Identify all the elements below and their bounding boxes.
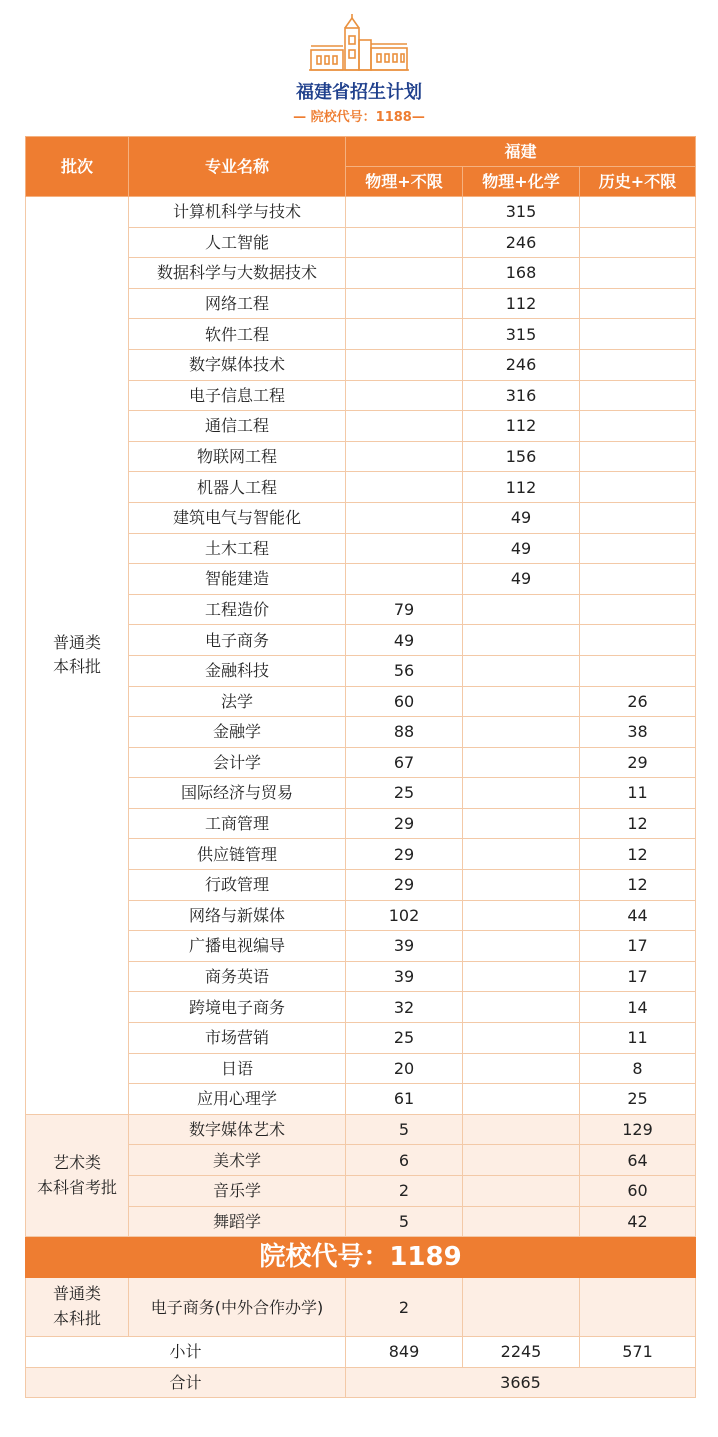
value-history-any bbox=[580, 625, 696, 656]
value-physics-any bbox=[346, 502, 463, 533]
value-history-any: 17 bbox=[580, 931, 696, 962]
value-history-any bbox=[580, 380, 696, 411]
header-batch: 批次 bbox=[26, 137, 129, 197]
institution-code-line: — 院校代号：1188— bbox=[293, 110, 425, 125]
subtotal-label: 小计 bbox=[26, 1337, 346, 1368]
major-name: 美术学 bbox=[129, 1145, 346, 1176]
value-physics-chemistry bbox=[463, 1145, 580, 1176]
value-physics-chemistry bbox=[463, 1053, 580, 1084]
value-physics-chemistry bbox=[463, 839, 580, 870]
value-physics-chemistry: 246 bbox=[463, 349, 580, 380]
header-history-any: 历史+不限 bbox=[580, 167, 696, 197]
value-history-any bbox=[580, 472, 696, 503]
value-physics-chemistry bbox=[463, 655, 580, 686]
value-history-any: 42 bbox=[580, 1206, 696, 1237]
major-name: 金融学 bbox=[129, 717, 346, 748]
value-physics-chemistry bbox=[463, 931, 580, 962]
major-name: 电子信息工程 bbox=[129, 380, 346, 411]
major-name: 音乐学 bbox=[129, 1176, 346, 1207]
value-history-any bbox=[580, 594, 696, 625]
value-physics-any: 60 bbox=[346, 686, 463, 717]
major-name: 跨境电子商务 bbox=[129, 992, 346, 1023]
value-history-any: 12 bbox=[580, 839, 696, 870]
value-physics-chemistry bbox=[463, 1278, 580, 1337]
batch-cell bbox=[26, 1114, 129, 1236]
value-physics-any bbox=[346, 533, 463, 564]
value-physics-any: 88 bbox=[346, 717, 463, 748]
value-physics-any: 29 bbox=[346, 870, 463, 901]
total-label: 合计 bbox=[26, 1367, 346, 1398]
value-physics-chemistry bbox=[463, 686, 580, 717]
value-history-any bbox=[580, 227, 696, 258]
table-row bbox=[26, 1278, 696, 1337]
value-history-any bbox=[580, 258, 696, 289]
major-name: 物联网工程 bbox=[129, 441, 346, 472]
value-physics-any: 29 bbox=[346, 808, 463, 839]
value-physics-chemistry bbox=[463, 961, 580, 992]
value-physics-any: 2 bbox=[346, 1176, 463, 1207]
major-name: 电子商务 bbox=[129, 625, 346, 656]
major-name: 网络工程 bbox=[129, 288, 346, 319]
major-name: 日语 bbox=[129, 1053, 346, 1084]
major-name: 广播电视编导 bbox=[129, 931, 346, 962]
value-physics-any: 39 bbox=[346, 961, 463, 992]
major-name: 计算机科学与技术 bbox=[129, 197, 346, 228]
value-physics-any: 49 bbox=[346, 625, 463, 656]
value-history-any: 25 bbox=[580, 1084, 696, 1115]
value-history-any: 64 bbox=[580, 1145, 696, 1176]
value-physics-any bbox=[346, 564, 463, 595]
value-history-any: 38 bbox=[580, 717, 696, 748]
value-history-any bbox=[580, 564, 696, 595]
campus-building-logo bbox=[307, 14, 411, 74]
value-history-any: 11 bbox=[580, 1023, 696, 1054]
major-name: 数据科学与大数据技术 bbox=[129, 258, 346, 289]
value-history-any bbox=[580, 197, 696, 228]
value-physics-any: 79 bbox=[346, 594, 463, 625]
major-name: 建筑电气与智能化 bbox=[129, 502, 346, 533]
major-name: 网络与新媒体 bbox=[129, 900, 346, 931]
value-history-any bbox=[580, 441, 696, 472]
major-name: 国际经济与贸易 bbox=[129, 778, 346, 809]
value-physics-any bbox=[346, 227, 463, 258]
value-physics-chemistry: 315 bbox=[463, 319, 580, 350]
value-physics-any: 67 bbox=[346, 747, 463, 778]
major-name: 数字媒体艺术 bbox=[129, 1114, 346, 1145]
major-name: 机器人工程 bbox=[129, 472, 346, 503]
value-physics-chemistry: 49 bbox=[463, 564, 580, 595]
subtotal-history-any: 571 bbox=[580, 1337, 696, 1368]
value-physics-any bbox=[346, 411, 463, 442]
value-physics-any bbox=[346, 472, 463, 503]
header-physics-any: 物理+不限 bbox=[346, 167, 463, 197]
value-physics-any: 25 bbox=[346, 1023, 463, 1054]
value-history-any: 12 bbox=[580, 808, 696, 839]
header-physics-chemistry: 物理+化学 bbox=[463, 167, 580, 197]
major-name: 应用心理学 bbox=[129, 1084, 346, 1115]
value-history-any: 11 bbox=[580, 778, 696, 809]
major-name: 金融科技 bbox=[129, 655, 346, 686]
value-physics-chemistry bbox=[463, 594, 580, 625]
value-physics-any: 2 bbox=[346, 1278, 463, 1337]
code-1189-banner-row bbox=[26, 1237, 696, 1278]
value-physics-chemistry: 112 bbox=[463, 288, 580, 319]
value-physics-chemistry: 112 bbox=[463, 472, 580, 503]
page-title: 福建省招生计划 bbox=[296, 82, 422, 103]
value-physics-chemistry: 112 bbox=[463, 411, 580, 442]
value-physics-any: 39 bbox=[346, 931, 463, 962]
value-physics-any bbox=[346, 258, 463, 289]
value-physics-chemistry bbox=[463, 900, 580, 931]
major-name: 软件工程 bbox=[129, 319, 346, 350]
value-physics-any bbox=[346, 197, 463, 228]
value-history-any: 14 bbox=[580, 992, 696, 1023]
batch-line: 本科批 bbox=[52, 1309, 101, 1329]
value-physics-any bbox=[346, 319, 463, 350]
batch-line: 本科批 bbox=[52, 657, 101, 677]
value-physics-chemistry: 49 bbox=[463, 502, 580, 533]
value-physics-any bbox=[346, 441, 463, 472]
batch-line: 普通类 bbox=[52, 632, 101, 652]
enrollment-plan-table bbox=[25, 136, 696, 1398]
batch-line: 艺术类 bbox=[52, 1152, 101, 1172]
batch-line: 普通类 bbox=[52, 1284, 101, 1304]
value-history-any bbox=[580, 1278, 696, 1337]
major-name: 土木工程 bbox=[129, 533, 346, 564]
major-name: 工商管理 bbox=[129, 808, 346, 839]
value-history-any: 44 bbox=[580, 900, 696, 931]
value-history-any: 12 bbox=[580, 870, 696, 901]
value-physics-chemistry bbox=[463, 1084, 580, 1115]
total-row bbox=[26, 1367, 696, 1398]
value-physics-any: 6 bbox=[346, 1145, 463, 1176]
value-physics-any: 32 bbox=[346, 992, 463, 1023]
major-name: 数字媒体技术 bbox=[129, 349, 346, 380]
value-physics-any bbox=[346, 380, 463, 411]
major-name: 商务英语 bbox=[129, 961, 346, 992]
value-physics-chemistry bbox=[463, 1206, 580, 1237]
code-1189-banner: 院校代号：1189 bbox=[26, 1237, 696, 1278]
value-history-any bbox=[580, 533, 696, 564]
value-history-any: 26 bbox=[580, 686, 696, 717]
value-history-any bbox=[580, 288, 696, 319]
value-physics-any: 20 bbox=[346, 1053, 463, 1084]
total-value: 3665 bbox=[346, 1367, 696, 1398]
major-name: 工程造价 bbox=[129, 594, 346, 625]
major-name: 供应链管理 bbox=[129, 839, 346, 870]
value-physics-any: 25 bbox=[346, 778, 463, 809]
value-history-any bbox=[580, 502, 696, 533]
page-header bbox=[0, 0, 718, 136]
batch-cell bbox=[26, 197, 129, 1115]
subtotal-physics-chemistry: 2245 bbox=[463, 1337, 580, 1368]
value-physics-any bbox=[346, 349, 463, 380]
value-physics-any bbox=[346, 288, 463, 319]
value-physics-any: 29 bbox=[346, 839, 463, 870]
value-physics-chemistry: 49 bbox=[463, 533, 580, 564]
value-physics-chemistry bbox=[463, 625, 580, 656]
value-history-any bbox=[580, 655, 696, 686]
value-physics-any: 102 bbox=[346, 900, 463, 931]
table-row bbox=[26, 1114, 696, 1145]
subtotal-physics-any: 849 bbox=[346, 1337, 463, 1368]
table-body bbox=[26, 197, 696, 1398]
value-physics-chemistry bbox=[463, 717, 580, 748]
value-history-any bbox=[580, 411, 696, 442]
batch-cell bbox=[26, 1278, 129, 1337]
value-physics-chemistry: 246 bbox=[463, 227, 580, 258]
major-name: 法学 bbox=[129, 686, 346, 717]
major-name: 电子商务(中外合作办学) bbox=[129, 1278, 346, 1337]
major-name: 人工智能 bbox=[129, 227, 346, 258]
major-name: 行政管理 bbox=[129, 870, 346, 901]
value-history-any: 29 bbox=[580, 747, 696, 778]
major-name: 舞蹈学 bbox=[129, 1206, 346, 1237]
value-physics-chemistry: 168 bbox=[463, 258, 580, 289]
value-physics-chemistry bbox=[463, 1176, 580, 1207]
major-name: 市场营销 bbox=[129, 1023, 346, 1054]
value-physics-chemistry bbox=[463, 1023, 580, 1054]
value-physics-any: 5 bbox=[346, 1114, 463, 1145]
value-physics-chemistry bbox=[463, 992, 580, 1023]
major-name: 智能建造 bbox=[129, 564, 346, 595]
value-physics-chemistry bbox=[463, 1114, 580, 1145]
value-physics-chemistry bbox=[463, 747, 580, 778]
header-province: 福建 bbox=[346, 137, 696, 167]
header-major: 专业名称 bbox=[129, 137, 346, 197]
value-physics-chemistry bbox=[463, 778, 580, 809]
value-physics-chemistry: 316 bbox=[463, 380, 580, 411]
value-physics-chemistry bbox=[463, 808, 580, 839]
value-physics-chemistry: 315 bbox=[463, 197, 580, 228]
value-physics-chemistry: 156 bbox=[463, 441, 580, 472]
value-history-any: 60 bbox=[580, 1176, 696, 1207]
batch-line: 本科省考批 bbox=[36, 1177, 117, 1197]
value-history-any bbox=[580, 319, 696, 350]
table-row bbox=[26, 197, 696, 228]
subtotal-row bbox=[26, 1337, 696, 1368]
major-name: 通信工程 bbox=[129, 411, 346, 442]
value-history-any: 17 bbox=[580, 961, 696, 992]
value-history-any: 129 bbox=[580, 1114, 696, 1145]
value-physics-any: 61 bbox=[346, 1084, 463, 1115]
value-history-any bbox=[580, 349, 696, 380]
value-physics-chemistry bbox=[463, 870, 580, 901]
value-history-any: 8 bbox=[580, 1053, 696, 1084]
value-physics-any: 5 bbox=[346, 1206, 463, 1237]
value-physics-any: 56 bbox=[346, 655, 463, 686]
major-name: 会计学 bbox=[129, 747, 346, 778]
